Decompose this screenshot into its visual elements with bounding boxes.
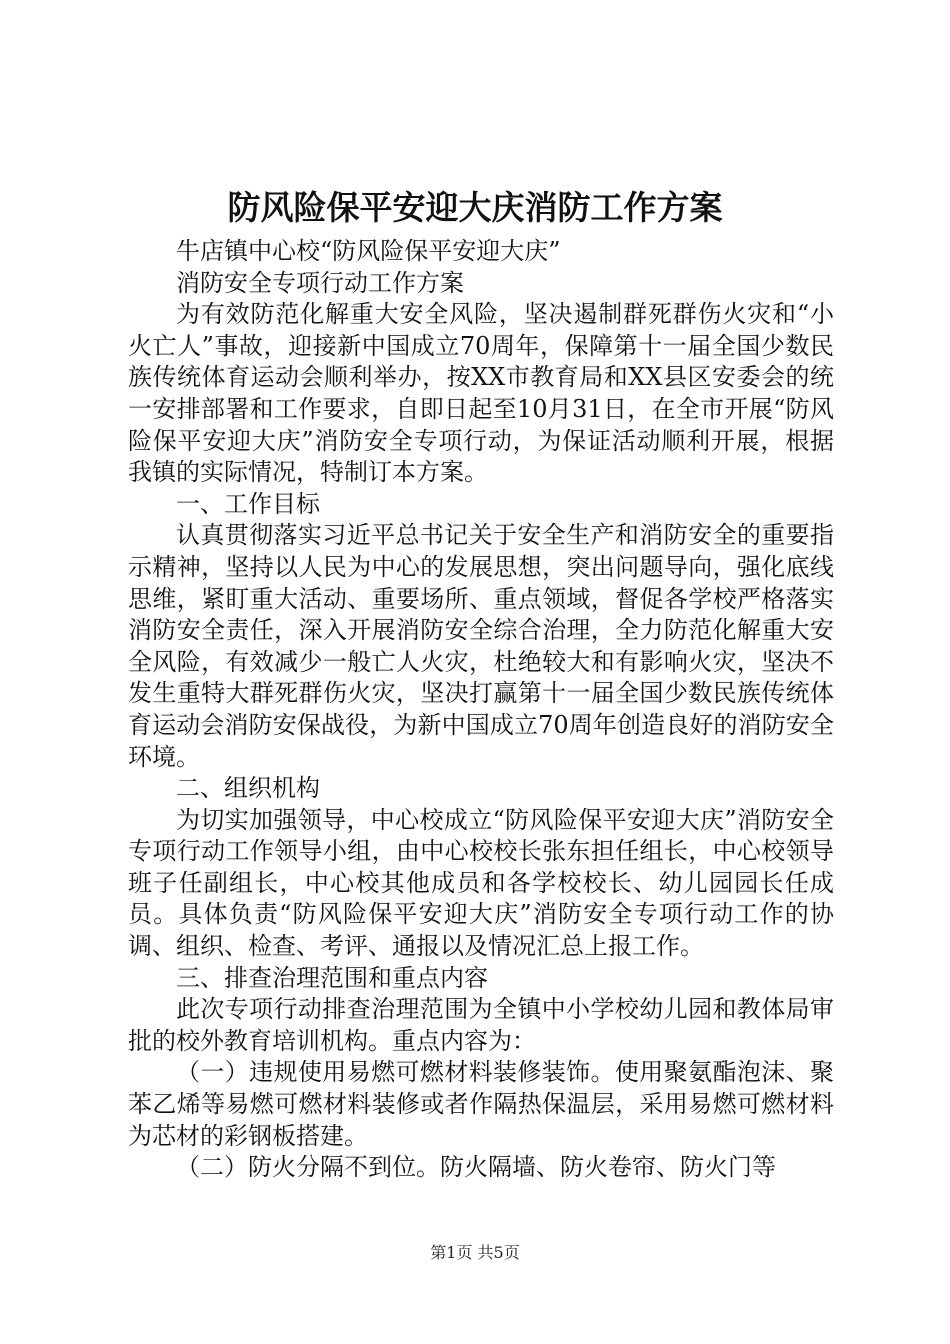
paragraph-item-2: （二）防火分隔不到位。防火隔墙、防火卷帘、防火门等	[176, 1153, 776, 1182]
heading-work-goal: 一、工作目标	[176, 489, 320, 518]
page-number-footer: 第1页 共5页	[430, 1243, 520, 1262]
paragraph-intro: 为有效防范化解重大安全风险，坚决遏制群死群伤火灾和“小火亡人”事故，迎接新中国成立70周年，保障第十一届全国少数民族传统体育运动会顺利举办，按XX市教育局和XX县区安委会的统一安排部署和工作要求，自即日起至10月31日，在全市开展“防风险保平安迎大庆”消防安全专项行动，为保证活动顺利开展，根据我镇的实际情况，特制订本方案。	[128, 300, 834, 487]
paragraph-item-1: （一）违规使用易燃可燃材料装修装饰。使用聚氨酯泡沫、聚苯乙烯等易燃可燃材料装修或者作隔热保温层，采用易燃可燃材料为芯材的彩钢板搭建。	[128, 1058, 834, 1150]
paragraph-organization: 为切实加强领导，中心校成立“防风险保平安迎大庆”消防安全专项行动工作领导小组，由中心校校长张东担任组长，中心校领导班子任副组长，中心校其他成员和各学校校长、幼儿园园长任成员。具体负责“防风险保平安迎大庆”消防安全专项行动工作的协调、组织、检查、考评、通报以及情况汇总上报工作。	[128, 805, 834, 961]
paragraph-subtitle-line-2: 消防安全专项行动工作方案	[176, 268, 464, 297]
heading-organization: 二、组织机构	[176, 774, 320, 803]
paragraph-subtitle-line-1: 牛店镇中心校“防风险保平安迎大庆”	[176, 237, 561, 265]
paragraph-work-goal: 认真贯彻落实习近平总书记关于安全生产和消防安全的重要指示精神，坚持以人民为中心的发展思想，突出问题导向，强化底线思维，紧盯重大活动、重要场所、重点领域，督促各学校严格落实消防安全责任，深入开展消防安全综合治理，全力防范化解重大安全风险，有效减少一般亡人火灾，杜绝较大和有影响火灾，坚决不发生重特大群死群伤火灾，坚决打赢第十一届全国少数民族传统体育运动会消防安保战役，为新中国成立70周年创造良好的消防安全环境。	[128, 521, 834, 771]
document-body	[128, 236, 834, 1184]
heading-scope: 三、排查治理范围和重点内容	[176, 963, 488, 992]
document-title: 防风险保平安迎大庆消防工作方案	[227, 188, 723, 227]
paragraph-scope: 此次专项行动排查治理范围为全镇中小学校幼儿园和教体局审批的校外教育培训机构。重点内容为：	[128, 995, 834, 1055]
